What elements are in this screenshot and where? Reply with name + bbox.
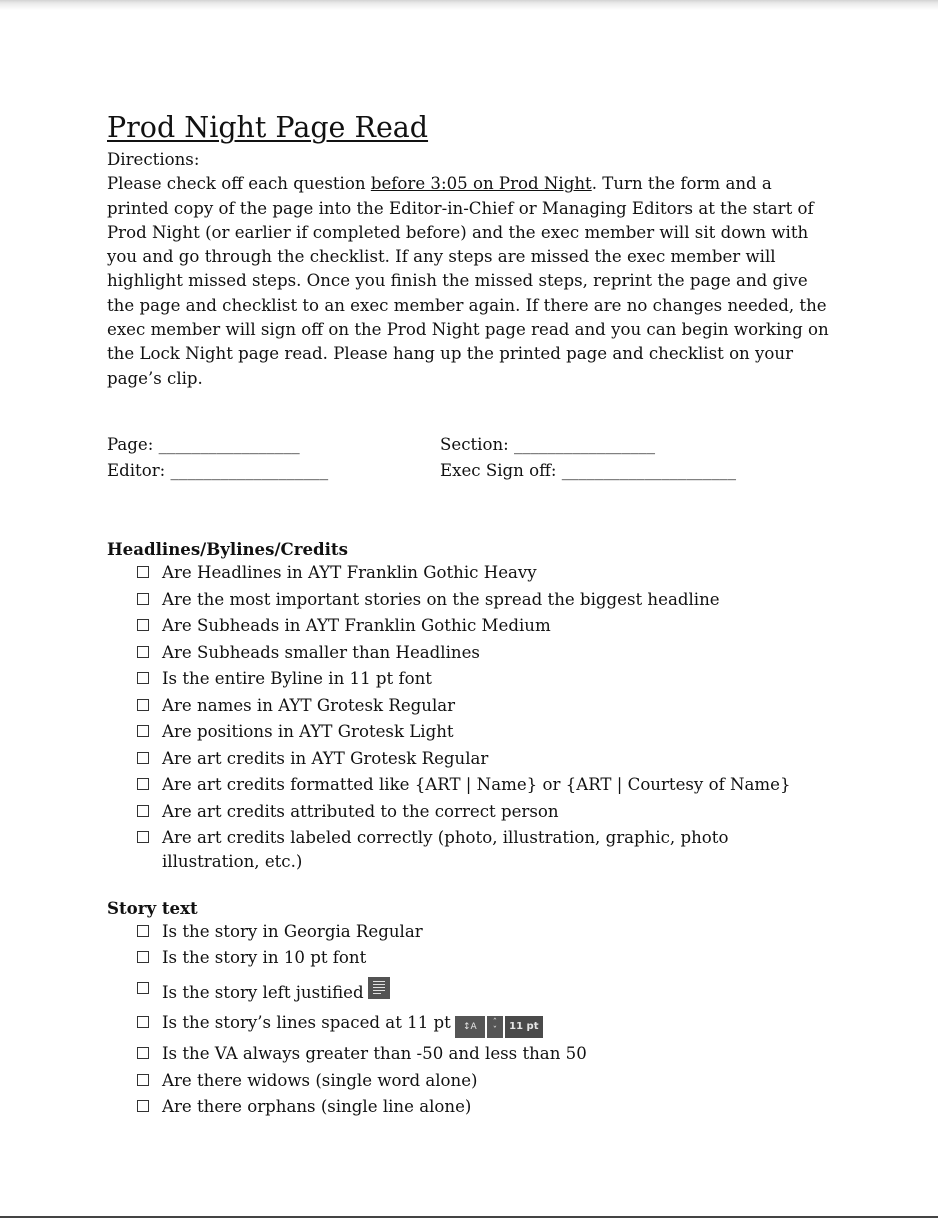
directions-deadline: before 3:05 on Prod Night [370,174,592,194]
checklist-item-label: Are positions in AYT Grotesk Light [162,722,454,742]
checklist-item [137,1095,829,1119]
checkbox[interactable] [137,1016,149,1028]
leading-value: 11 pt [505,1016,543,1038]
checkbox[interactable] [137,725,149,737]
directions-text-start: Please check off each question [107,174,371,194]
checklist-item-label: Are Subheads smaller than Headlines [162,642,480,662]
checkbox[interactable] [137,672,149,684]
exec-sign-off-field[interactable]: Exec Sign off: _____________________ [440,460,736,480]
leading-widget [455,1016,543,1038]
checkbox[interactable] [137,805,149,817]
section-heading-headlines: Headlines/Bylines/Credits [107,538,348,559]
checkbox[interactable] [137,925,149,937]
checkbox[interactable] [137,699,149,711]
checklist-item-label: Are Headlines in AYT Franklin Gothic Heavy [162,563,537,583]
leading-icon: ↕A [455,1016,485,1038]
checkbox[interactable] [137,778,149,790]
page-field[interactable]: Page: _________________ [107,434,300,454]
checklist-item [137,747,829,771]
section-heading-story-text: Story text [107,897,198,918]
checklist-item-label: Are the most important stories on the spread the biggest headline [162,589,720,609]
checklist-item-label: Is the story left justified [162,982,364,1002]
checkbox[interactable] [137,593,149,605]
checklist-item [137,826,829,875]
checklist-item-label: Are there widows (single word alone) [162,1070,478,1090]
checklist-item [137,1042,829,1066]
checklist-item [137,1011,829,1038]
directions-paragraph [107,172,829,391]
checklist-item-label: Are art credits attributed to the correct person [162,801,559,821]
align-left-justify-icon [368,977,390,999]
checklist-item-label: Is the entire Byline in 11 pt font [162,669,432,689]
checkbox[interactable] [137,951,149,963]
editor-field[interactable]: Editor: ___________________ [107,460,329,480]
checklist-item [137,667,829,691]
checklist-item [137,800,829,824]
checklist-item-label: Is the story’s lines spaced at 11 pt [162,1013,451,1033]
checklist-item-label: Is the story in 10 pt font [162,948,367,968]
checklist-item-label: Are art credits labeled correctly (photo, illustration, graphic, photo illustration, etc.) [162,828,729,872]
section-field[interactable]: Section: _________________ [440,434,656,454]
checklist-item [137,614,829,638]
checkbox[interactable] [137,1074,149,1086]
leading-stepper-icon: ˆ ˇ [487,1016,503,1038]
checklist-item [137,561,829,585]
checklist-headlines [107,561,829,874]
signoff-fields [107,433,829,485]
checkbox[interactable] [137,982,149,994]
checklist-item-label: Is the story in Georgia Regular [162,922,423,941]
directions-text-rest: . Turn the form and a printed copy of the page into the Editor-in-Chief or Managing Editors at the start of Prod Night (or earlier if completed before) and the exec member will sit down with you and go through the checklist. If any steps are missed the exec member will highlight missed steps. Once you finish the missed steps, reprint the page and give the page and checklist to an exec member again. If there are no changes needed, the exec member will sign off on the Prod Night page read and you can begin working on the Lock Night page read. Please hang up the printed page and checklist on your page’s clip. [107,174,829,388]
checklist-item-label: Are names in AYT Grotesk Regular [162,695,456,715]
checklist-item-label: Are there orphans (single line alone) [162,1097,472,1117]
directions-label: Directions: [107,150,200,169]
document-title: Prod Night Page Read [107,111,429,144]
checklist-item [137,720,829,744]
checklist-item-label: Are art credits in AYT Grotesk Regular [162,748,489,768]
checklist-item [137,588,829,612]
checkbox[interactable] [137,752,149,764]
checklist-item [137,977,829,1005]
page-bottom-edge [0,1216,938,1218]
checkbox[interactable] [137,566,149,578]
checkbox[interactable] [137,1100,149,1112]
checklist-item [137,694,829,718]
checklist-story-text [107,920,829,1119]
checklist-item [137,946,829,970]
checklist-item-label: Are Subheads in AYT Franklin Gothic Medium [162,616,551,636]
checklist-item-label: Are art credits formatted like {ART | Name} or {ART | Courtesy of Name} [162,775,791,795]
checkbox[interactable] [137,1047,149,1059]
checklist-item [137,1069,829,1093]
checklist-item [137,773,829,797]
checkbox[interactable] [137,619,149,631]
checklist-item-label: Is the VA always greater than -50 and less than 50 [162,1044,587,1064]
checkbox[interactable] [137,831,149,843]
viewer-top-shadow [0,0,938,10]
checklist-item [137,920,829,944]
document-page [107,108,829,1122]
checklist-item [137,641,829,665]
checkbox[interactable] [137,646,149,658]
